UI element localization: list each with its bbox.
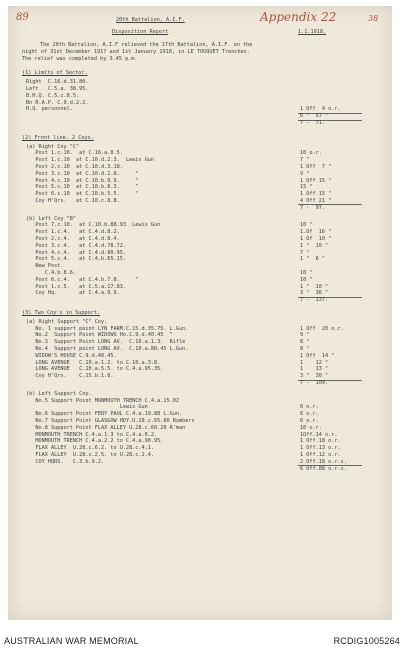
disposition-line: (a) Right Support "C" Coy. (26, 318, 108, 325)
disposition-line: B.H.Q. C.5.c.8.5. (26, 92, 80, 99)
strength-count: 6 o.r. (300, 411, 319, 418)
strength-count: 4 Off 21 " (300, 198, 332, 204)
section-heading: (2) Front line. 2 Coys. (22, 134, 94, 141)
disposition-line: (a) Right Coy "C" (26, 143, 80, 150)
strength-count: 1 Off 7 " (300, 164, 332, 170)
strength-count: 1 12 " (300, 359, 329, 366)
document-page (8, 6, 392, 620)
disposition-line: Post 1.c.4. at C.4.d.8.2. (26, 229, 120, 236)
strength-count: 1 " 6 " (300, 256, 325, 263)
intro-line: The 20th Battalion, A.I.F relieved the 17th Battalion, A.I.F. on the (40, 42, 253, 48)
report-date: 1.1.1918. (298, 29, 327, 35)
report-title: Disposition Report (112, 29, 169, 35)
strength-total: 7 - 109. (300, 380, 329, 386)
disposition-line: No.8 Support Point FLAX ALLEY U.28.c.60.20 R'man (26, 424, 186, 431)
strength-count: 1 " 10 " (300, 242, 329, 249)
disposition-line: Post 7.c.10. at C.10.b.88.93 Lewis Gun (26, 222, 161, 229)
strength-count: 9 " (300, 170, 310, 177)
strength-count: 1 Off 20 o.r. (300, 325, 344, 332)
disposition-line: New Post (26, 263, 61, 270)
disposition-line: Post 2.c.4. at C.4.d.8.4. (26, 236, 120, 242)
disposition-line: (b) Left Support Coy. (26, 390, 92, 397)
battalion-title: 20th Battalion, A.I.F. (116, 17, 185, 23)
disposition-line: Coy H'Qrs. C.15.b.1.8. (26, 373, 114, 380)
disposition-line: FLAX ALLEY U.28.c.6.2. to U.28.c.4.1. (26, 445, 155, 452)
disposition-line: No. 1 support point LYN FARM.C.15.d.35.75. L.Gun. (26, 325, 189, 332)
disposition-line: No.6 Support Point FERY PAUL C.4.a.19.88 L.Gun. (26, 411, 183, 418)
disposition-line: No.7 Support Point GLASGOW HDY.U.28.c.65.00 Bombers (26, 418, 195, 424)
disposition-line: MONMOUTH TRENCH C.4.a.2.2 to C.4.a.90.95. (26, 438, 164, 445)
strength-count: 3 " 36 " (300, 290, 329, 297)
disposition-line: Coy H'Qrs. at C.10.c.8.8. (26, 198, 120, 204)
strength-count: 10 o.r. (300, 150, 322, 157)
disposition-line: C.4.b.8.6. (26, 270, 76, 276)
handwritten-number: 89 (16, 12, 29, 23)
strength-count: 1 Of 10 " (300, 236, 332, 242)
strength-count: 10 " (300, 222, 313, 229)
disposition-line: WIDOW'S HOUSE C.9.d.40.45. (26, 352, 117, 359)
strength-count: 1Off.14 o.r. (300, 431, 338, 438)
strength-count: 1.Of 16 " (300, 229, 332, 236)
strength-count: 6 o.r. (300, 404, 319, 411)
disposition-line: No.4 Support point LONG AV. C.10.a.80.45 L.Gun. (26, 346, 189, 352)
disposition-line: Post 6.c.4. at C.4.b.7.8. " (26, 276, 139, 283)
strength-count: 9 " (300, 332, 310, 339)
disposition-line: MONMOUTH TRENCH C.4.a.1.3 to C.4.a.8.2. (26, 431, 158, 438)
strength-total: 7 - 137. (300, 297, 329, 304)
disposition-line: (b) Left Coy "B" (26, 215, 76, 222)
disposition-line: Post 6.c.10 at C.10.b.5.5. " (26, 191, 139, 198)
strength-count: 7 " (300, 157, 310, 164)
appendix-annotation: Appendix 22 (260, 10, 337, 24)
strength-count: 8 " (300, 346, 310, 352)
disposition-line: No.2 Support Point WIDOWS Ho.C.9.d.40.45 " (26, 332, 173, 339)
disposition-line: COY HQRS. C.3.b.9.2. (26, 458, 105, 465)
strength-count: 1 Off 14 " (300, 352, 335, 359)
intro-line: The relief was completed by 3.45 p.m. (22, 55, 138, 62)
strength-count: 10 o.r. (300, 424, 322, 431)
disposition-line: Post 1.c.16. at C.16.a.8.5. (26, 150, 123, 157)
disposition-line: Post 3.c.4. at C.4.d.78.72. (26, 242, 126, 249)
strength-total: 7 - 71. (300, 120, 325, 126)
disposition-line: FLAX ALLEY U.28.c.2.5. to U.28.c.2.4. (26, 452, 155, 458)
disposition-line: Post 2.c.10 at C.10.d.3.18. (26, 164, 123, 170)
disposition-line: Post 1.c.10 at C.10.d.2.3. Lewis Gun (26, 157, 155, 164)
disposition-line: Post 1.c.5. at C.5.a.17.83. (26, 283, 126, 290)
disposition-line: Left C.5.a. 38.95. (26, 86, 89, 92)
disposition-line: Bn R.A.P. C.9.d.2.2. (26, 99, 89, 106)
disposition-line: Post 3.c.10 at C.10.d.2.8. " (26, 170, 139, 177)
disposition-line: Post 5.c.4. at C.4.b.65.15. (26, 256, 126, 263)
page-number: 38 (368, 14, 379, 23)
strength-count: 7 " (300, 249, 310, 256)
disposition-line: Post 5.c.10 at C.10.b.8.3. " (26, 184, 139, 191)
strength-count: 15 " (300, 184, 313, 191)
strength-count: 10 " (300, 270, 313, 276)
strength-count: 1 " 10 " (300, 283, 329, 290)
disposition-line: No.5 Support Point MONMOUTH TRENCH C.4.a.15.02 (26, 397, 180, 404)
disposition-line: LONG AVENUE C.10.a.1.2. to C.10.a.3.8. (26, 359, 161, 366)
strength-total: 7 - 97. (300, 204, 325, 211)
strength-count: 1 Off.12 o.r. (300, 452, 341, 458)
strength-count: 1 13 " (300, 366, 329, 373)
section-heading: (1) Limits of Sector. (22, 70, 88, 77)
disposition-line: No.3 Support Point LONG AV. C.10.a.1.3. Rifle (26, 339, 186, 346)
strength-count: 1 Off 15 " (300, 191, 332, 198)
strength-count: 2 Off.18 o.r.s. (300, 458, 347, 465)
intro-line: night of 31st December 1917 and 1st January 1918, in LE TOUQUET Trenches. (22, 48, 250, 55)
strength-count: 1 Off 15 " (300, 177, 332, 184)
strength-count: 1 Off 4 o.r. (300, 106, 341, 113)
disposition-line: Post 4.c.10 at C.10.b.9.9. " (26, 177, 139, 184)
disposition-line: Lewis Gun (26, 404, 148, 411)
disposition-line: LONG AVENUE C.10.a.5.5. to C.4.a.95.35. (26, 366, 164, 373)
strength-count: 6 o.r. (300, 418, 319, 424)
strength-count: 8 " (300, 339, 310, 346)
disposition-line: Right C.16.d.31.80. (26, 79, 89, 86)
strength-count: 1 Off.18 o.r. (300, 438, 341, 445)
section-heading: (3) Two Coy's in Support. (22, 310, 101, 316)
disposition-line: H.Q. personnel. (26, 106, 73, 113)
disposition-line: Coy Hq. at C.4.a.9.9. (26, 290, 120, 297)
disposition-line: Post 4.c.4. at C.4.d.90.95. (26, 249, 126, 256)
strength-count: 1 Off.13 o.r. (300, 445, 341, 452)
strength-count: 10 " (300, 276, 313, 283)
institution-name: AUSTRALIAN WAR MEMORIAL (4, 636, 139, 646)
strength-total: 6 " 57 " (300, 113, 329, 120)
strength-total: 6 Off.88 o.r.s. (300, 465, 347, 472)
strength-count: 3 " 30 " (300, 373, 329, 380)
record-id: RCDIG1005264 (333, 636, 400, 646)
